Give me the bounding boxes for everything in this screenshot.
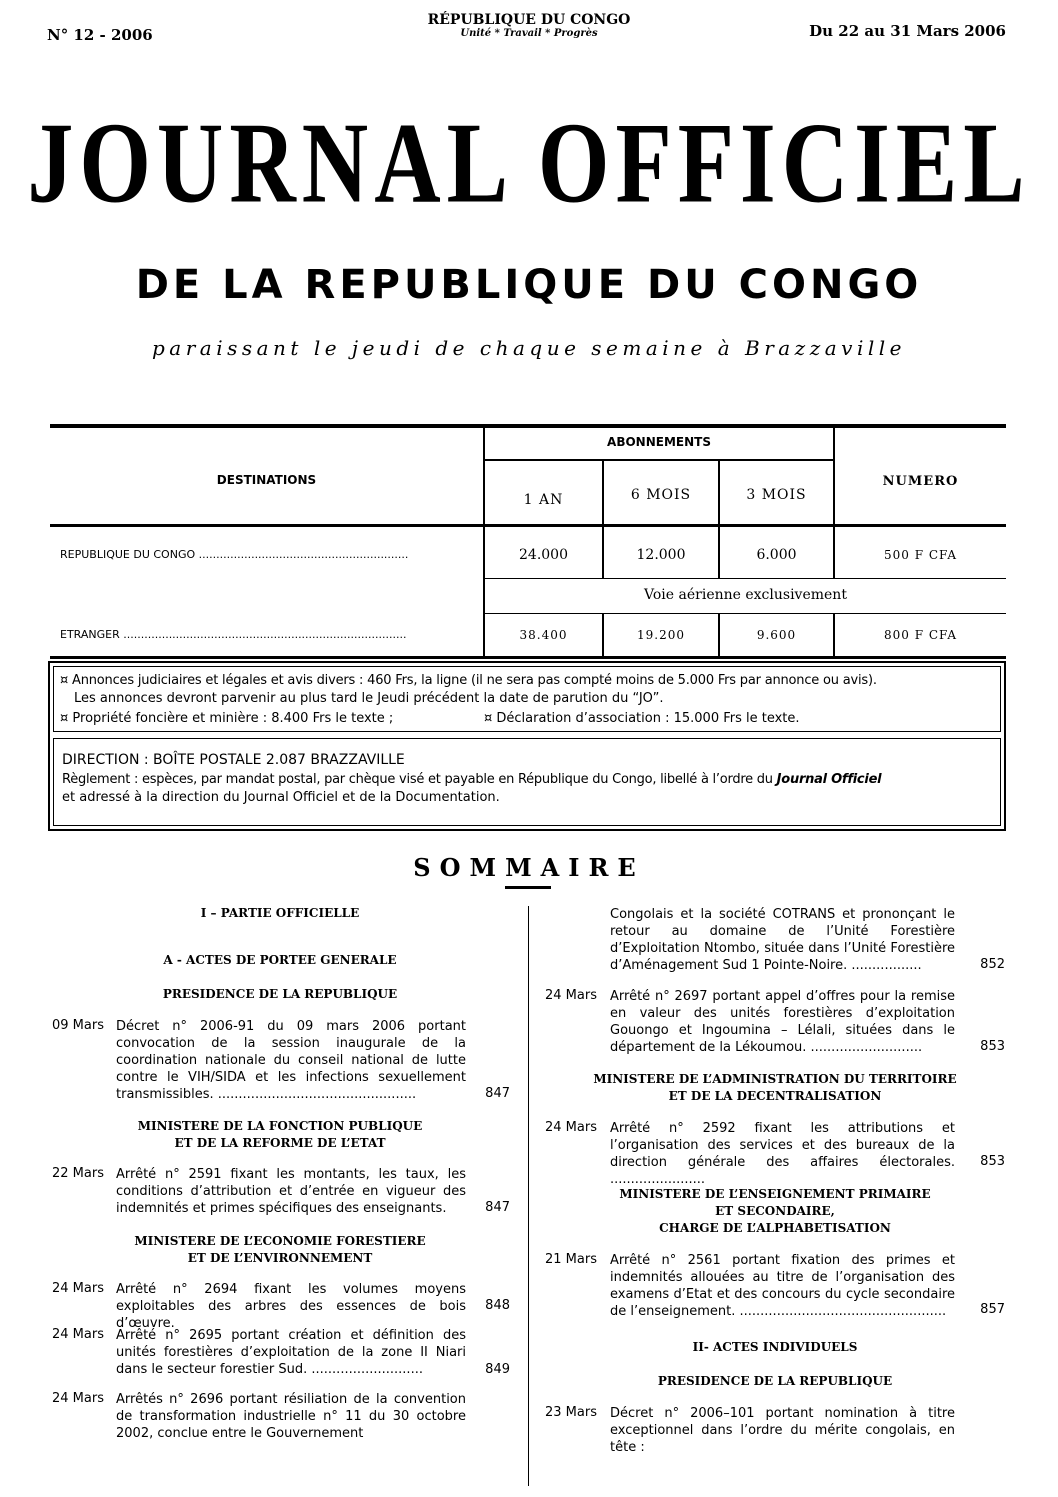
row-congo-6mois: 12.000 [636, 547, 686, 563]
voie-bottom-rule [483, 613, 1006, 614]
col-6mois: 6 MOIS [630, 487, 692, 503]
issue-dates: Du 22 au 31 Mars 2006 [809, 22, 1006, 40]
table-bottom-rule [50, 656, 1006, 659]
row-congo-label: REPUBLIQUE DU CONGO ............................................................ [60, 548, 409, 561]
journal-title: JOURNAL OFFICIEL [27, 98, 1031, 227]
presidence-heading-2: PRESIDENCE DE LA REPUBLIQUE [657, 1374, 893, 1388]
entry-2-page: 847 [485, 1200, 510, 1215]
entry-3-date: 24 Mars [52, 1281, 104, 1296]
ministere-enseignement-heading-a: MINISTERE DE L’ENSEIGNEMENT PRIMAIRE [619, 1187, 931, 1201]
direction-line-2 [62, 771, 997, 789]
actes-generale-heading: A - ACTES DE PORTEE GENERALE [163, 953, 397, 967]
col-destinations: DESTINATIONS [216, 473, 317, 487]
ministere-enseignement-heading-b: ET SECONDAIRE, [715, 1204, 835, 1218]
sommaire-title: SOMMAIRE [413, 853, 645, 882]
entry-6-text: Arrêté n° 2697 portant appel d’offres pour la remise en valeur des unités forestières d’exploitation Gouongo et Ingoumina – Lélali, situées dans le département de la Lékoumou. ........................... [610, 989, 955, 1055]
entry-4-date: 24 Mars [52, 1327, 104, 1342]
col-3mois: 3 MOIS [746, 487, 807, 503]
direction-line-3: et adressé à la direction du Journal Officiel et de la Documentation. [62, 790, 500, 805]
journal-subtitle: DE LA REPUBLIQUE DU CONGO [135, 262, 923, 308]
row-congo-1an: 24.000 [519, 547, 568, 563]
entry-6-date: 24 Mars [545, 988, 597, 1003]
ministere-territoire-heading-a: MINISTERE DE L’ADMINISTRATION DU TERRITOIRE [593, 1072, 957, 1086]
row-congo-numero: 500 F CFA [884, 548, 957, 562]
country-motto: Unité * Travail * Progrès [460, 28, 598, 39]
col-1an: 1 AN [523, 492, 564, 508]
entry-2-date: 22 Mars [52, 1166, 104, 1181]
entry-9-text: Décret n° 2006–101 portant nomination à titre exceptionnel dans l’ordre du mérite congolais, en tête : [610, 1406, 955, 1455]
entry-6-page: 853 [980, 1039, 1005, 1054]
entry-8-page: 857 [980, 1302, 1005, 1317]
annonces-line-3a: ¤ Propriété foncière et minière : 8.400 Frs le texte ; [60, 711, 394, 726]
journal-tagline: paraissant le jeudi de chaque semaine à Brazzaville [151, 336, 907, 360]
voie-aerienne: Voie aérienne exclusivement [644, 587, 847, 603]
entry-1-page: 847 [485, 1086, 510, 1101]
entry-5-date: 24 Mars [52, 1391, 104, 1406]
row-etranger-numero: 800 F CFA [884, 628, 957, 642]
entry-8-date: 21 Mars [545, 1252, 597, 1267]
entry-7-text: Arrêté n° 2592 fixant les attributions et l’organisation des services et des bureaux de la direction générale des affaires électorales. ....................... [610, 1121, 955, 1187]
ministere-enseignement-heading-c: CHARGE DE L’ALPHABETISATION [659, 1221, 891, 1235]
entry-1-text: Décret n° 2006-91 du 09 mars 2006 portant convocation de la session inaugurale de la coordination nationale du conseil national de lutte contre le VIH/SIDA et les infections sexuellement transmissibles. ................................................ [116, 1019, 466, 1102]
col-abonnements: ABONNEMENTS [607, 435, 711, 449]
entry-7-date: 24 Mars [545, 1120, 597, 1135]
ministere-fonction-heading-a: MINISTERE DE LA FONCTION PUBLIQUE [137, 1119, 423, 1133]
direction-journal-officiel: Journal Officiel [776, 772, 882, 787]
entry-3-page: 848 [485, 1298, 510, 1313]
issue-number: N° 12 - 2006 [47, 26, 153, 44]
annonces-line-2: Les annonces devront parvenir au plus tard le Jeudi précédent la date de parution du “JO”. [74, 691, 664, 706]
entry-5-continued-text: Congolais et la société COTRANS et prononçant le retour au domaine de l’Unité Forestière d’Exploitation Ntombo, située dans l’Unité Forestière d’Aménagement Sud 1 Pointe-Noire. ................. [610, 907, 955, 973]
table-vline-1 [483, 428, 485, 656]
entry-7-page: 853 [980, 1154, 1005, 1169]
entry-8-text: Arrêté n° 2561 portant fixation des primes et indemnités allouées au titre de l’organisation des examens d’Etat et des concours du cycle secondaire de l’enseignement. .................................................. [610, 1253, 955, 1319]
annonces-line-3b: ¤ Déclaration d’association : 15.000 Frs le texte. [484, 711, 800, 726]
ministere-foret-heading-a: MINISTERE DE L’ECONOMIE FORESTIERE [134, 1234, 426, 1248]
country-name: RÉPUBLIQUE DU CONGO [427, 12, 631, 28]
presidence-heading: PRESIDENCE DE LA REPUBLIQUE [162, 987, 398, 1001]
row-etranger-1an: 38.400 [519, 628, 568, 642]
entry-5-text: Arrêtés n° 2696 portant résiliation de la convention de transformation industrielle n° 11 du 30 octobre 2002, conclue entre le Gouvernement [116, 1392, 466, 1441]
ministere-foret-heading-b: ET DE L’ENVIRONNEMENT [187, 1251, 373, 1265]
row-congo-3mois: 6.000 [756, 547, 797, 563]
actes-individuels-heading: II- ACTES INDIVIDUELS [692, 1340, 858, 1354]
entry-2-text: Arrêté n° 2591 fixant les montants, les taux, les conditions d’attribution et d’entrée en vigueur des indemnités et primes spécifiques des enseignants. [116, 1167, 466, 1216]
sommaire-underline [505, 886, 551, 889]
ministere-territoire-heading-b: ET DE LA DECENTRALISATION [668, 1089, 882, 1103]
row-etranger-label: ETRANGER ................................................................................. [60, 628, 407, 641]
entry-3-text: Arrêté n° 2694 fixant les volumes moyens exploitables des arbres des essences de bois d’œuvre. [116, 1282, 466, 1331]
direction-line-1: DIRECTION : BOÎTE POSTALE 2.087 BRAZZAVILLE [62, 752, 405, 768]
ministere-fonction-heading-b: ET DE LA REFORME DE L’ETAT [174, 1136, 386, 1150]
col-numero: NUMERO [882, 474, 959, 489]
entry-1-date: 09 Mars [52, 1018, 104, 1033]
column-divider [528, 906, 529, 1486]
row-etranger-3mois: 9.600 [756, 628, 797, 642]
entry-4-text: Arrêté n° 2695 portant création et définition des unités forestières d’exploitation de la zone II Niari dans le secteur forestier Sud. ........................... [116, 1328, 466, 1377]
table-top-rule [50, 424, 1006, 428]
direction-reglement: Règlement : espèces, par mandat postal, par chèque visé et payable en République du Congo, libellé à l’ordre du [62, 772, 777, 787]
entry-4-page: 849 [485, 1362, 510, 1377]
partie-officielle-heading: I – PARTIE OFFICIELLE [200, 906, 360, 920]
abonnements-underline [483, 459, 835, 461]
table-header-rule [50, 524, 1006, 527]
annonces-line-1: ¤ Annonces judiciaires et légales et avis divers : 460 Frs, la ligne (il ne sera pas compté moins de 5.000 Frs par annonce ou avis). [60, 673, 877, 688]
entry-5-page: 852 [980, 957, 1005, 972]
entry-9-date: 23 Mars [545, 1405, 597, 1420]
voie-top-rule [483, 578, 1006, 579]
row-etranger-6mois: 19.200 [637, 628, 685, 642]
